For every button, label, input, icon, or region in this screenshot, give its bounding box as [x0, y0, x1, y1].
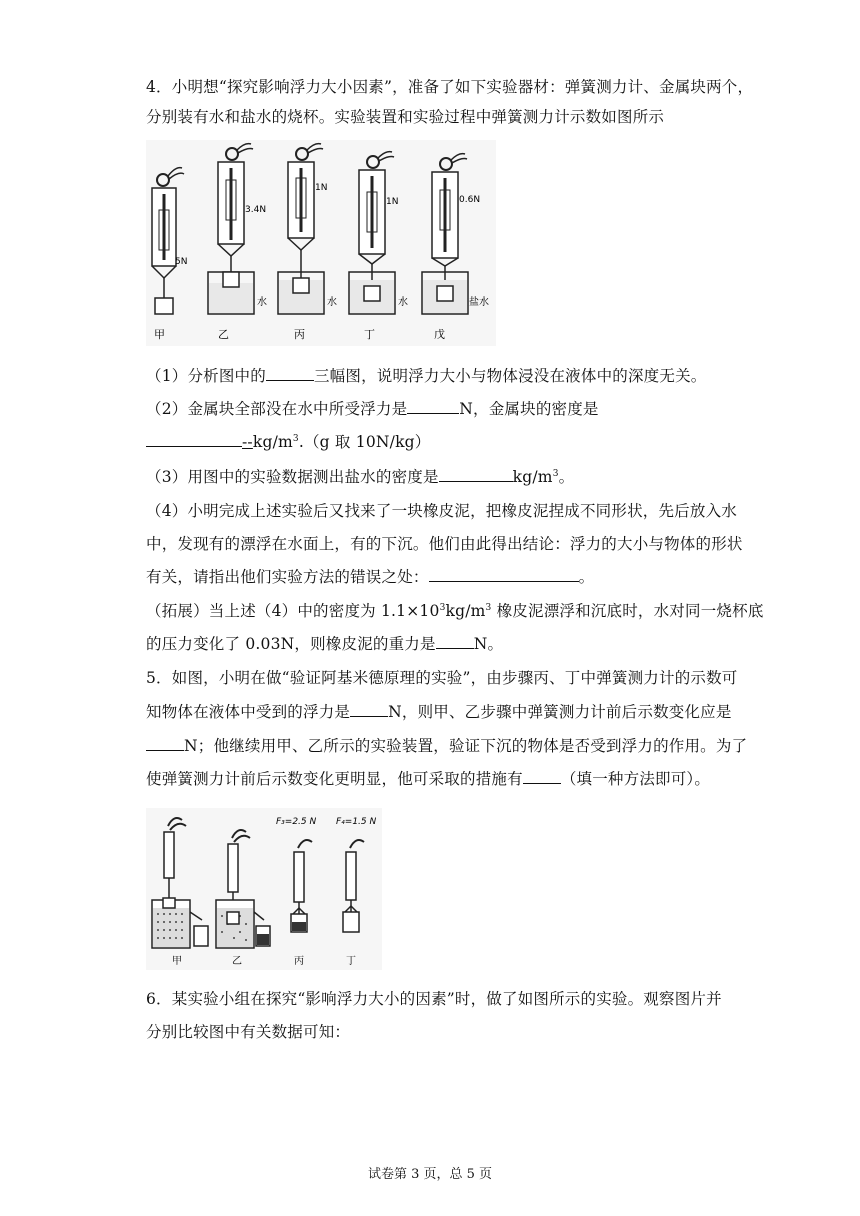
answer-blank: [436, 633, 474, 649]
q4-extension-line2: 的压力变化了 0.03N，则橡皮泥的重力是 N。: [146, 635, 504, 653]
q5-text-line-4: 使弹簧测力计前后示数变化更明显，他可采取的措施有 （填一种方法即可）。: [146, 770, 711, 788]
label-jia: 甲: [172, 956, 182, 967]
liquid-ding: 水: [398, 297, 408, 308]
label-bing: 丙: [294, 956, 304, 967]
answer-blank: [429, 566, 579, 582]
q4-text-line-2: 分别装有水和盐水的烧杯。实验装置和实验过程中弹簧测力计示数如图所示: [146, 108, 665, 126]
q4-sub4-line3: 有关，请指出他们实验方法的错误之处： 。: [146, 568, 595, 586]
answer-blank: [266, 365, 314, 381]
reading-bing: 1N: [315, 183, 328, 193]
reading-yi: 3.4N: [245, 205, 267, 215]
q4-extension-line1: （拓展）当上述（4）中的密度为 $1.1\times 10^3kg/m^3$ 橡皮泥漂浮和沉底时，水对同一烧杯底: [146, 602, 764, 620]
q4-sub3: （3）用图中的实验数据测出盐水的密度是 $kg/m^3$。: [146, 468, 575, 486]
answer-blank: [439, 466, 513, 482]
reading-jia: 5N: [175, 257, 188, 267]
reading-ding: 1N: [386, 197, 399, 207]
q4-sub2-cont: $--kg/m^3.(g$ 取 10N/kg）: [146, 431, 431, 453]
q5-text-line-1: 5．如图，小明在做“验证阿基米德原理的实验”，由步骤丙、丁中弹簧测力计的示数可: [146, 669, 738, 687]
q4-sub1: （1）分析图中的 三幅图，说明浮力大小与物体浸没在液体中的深度无关。: [146, 367, 707, 385]
q4-figure: [146, 140, 496, 346]
answer-blank: [350, 701, 388, 717]
label-wu: 戊: [434, 328, 445, 341]
page-footer: 试卷第 3 页，总 5 页: [367, 1167, 493, 1182]
label-jia: 甲: [154, 328, 165, 341]
answer-blank: [146, 735, 184, 751]
liquid-wu: 盐水: [469, 297, 489, 308]
q6-text-line-2: 分别比较图中有关数据可知：: [146, 1023, 351, 1041]
label-ding: 丁: [346, 956, 356, 967]
answer-blank: [146, 431, 242, 447]
liquid-yi: 水: [257, 297, 267, 308]
q4-sub4-line2: 中，发现有的漂浮在水面上，有的下沉。他们由此得出结论：浮力的大小与物体的形状: [146, 535, 743, 553]
reading-wu: 0.6N: [459, 195, 481, 205]
answer-blank: [407, 398, 459, 414]
q5-text-line-2: 知物体在液体中受到的浮力是 N，则甲、乙步骤中弹簧测力计前后示数变化应是: [146, 703, 732, 721]
f3-label: F₃=2.5 N: [276, 817, 317, 827]
q4-sub2: （2）金属块全部没在水中所受浮力是 N，金属块的密度是: [146, 400, 599, 418]
q4-text-line-1: 4．小明想“探究影响浮力大小因素”，准备了如下实验器材：弹簧测力计、金属块两个，: [146, 78, 754, 96]
q4-sub4-line1: （4）小明完成上述实验后又找来了一块橡皮泥，把橡皮泥捏成不同形状，先后放入水: [146, 502, 737, 520]
label-yi: 乙: [218, 328, 229, 341]
label-bing: 丙: [294, 328, 305, 341]
label-yi: 乙: [232, 956, 242, 967]
liquid-bing: 水: [327, 297, 337, 308]
answer-blank: [523, 768, 561, 784]
q5-text-line-3: N；他继续用甲、乙所示的实验装置，验证下沉的物体是否受到浮力的作用。为了: [146, 735, 747, 757]
f4-label: F₄=1.5 N: [336, 817, 377, 827]
q5-figure: [146, 808, 382, 970]
label-ding: 丁: [364, 328, 375, 341]
q6-text-line-1: 6．某实验小组在探究“影响浮力大小的因素”时，做了如图所示的实验。观察图片并: [146, 990, 722, 1008]
